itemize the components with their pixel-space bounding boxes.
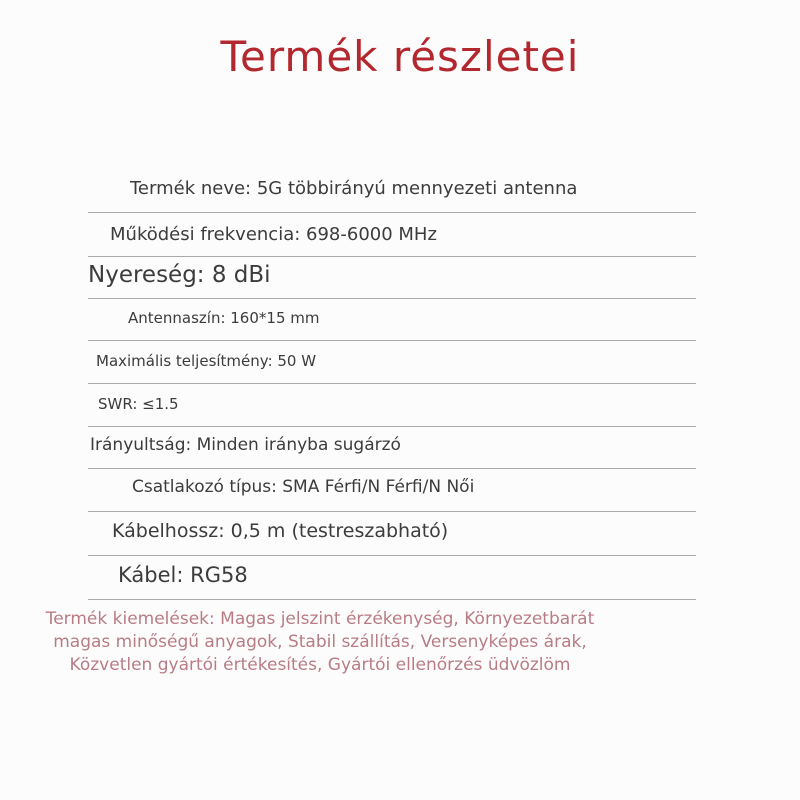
divider — [88, 212, 696, 213]
highlights-line: magas minőségű anyagok, Stabil szállítás, Versenyképes árak, — [53, 632, 587, 652]
divider — [88, 256, 696, 257]
divider — [88, 599, 696, 600]
spec-product-name: Termék neve: 5G többirányú mennyezeti antenna — [130, 178, 578, 199]
divider — [88, 340, 696, 341]
divider — [88, 383, 696, 384]
highlights-line: Termék kiemelések: Magas jelszint érzékenység, Környezetbarát — [45, 609, 595, 629]
divider — [88, 298, 696, 299]
spec-max-power: Maximális teljesítmény: 50 W — [96, 352, 317, 370]
spec-cable-length: Kábelhossz: 0,5 m (testreszabható) — [112, 520, 449, 542]
spec-directivity: Irányultság: Minden irányba sugárzó — [90, 435, 401, 455]
divider — [88, 468, 696, 469]
spec-gain: Nyereség: 8 dBi — [88, 262, 271, 288]
spec-swr: SWR: ≤1.5 — [98, 395, 179, 413]
divider — [88, 426, 696, 427]
divider — [88, 555, 696, 556]
spec-cable: Kábel: RG58 — [118, 563, 248, 587]
spec-antenna-color: Antennaszín: 160*15 mm — [128, 309, 320, 327]
page-title: Termék részletei — [220, 32, 580, 81]
divider — [88, 511, 696, 512]
product-highlights — [0, 608, 640, 677]
spec-connector-type: Csatlakozó típus: SMA Férfi/N Férfi/N Női — [132, 477, 475, 497]
highlights-line: Közvetlen gyártói értékesítés, Gyártói ellenőrzés üdvözlöm — [69, 655, 571, 675]
spec-frequency: Működési frekvencia: 698-6000 MHz — [110, 224, 437, 245]
